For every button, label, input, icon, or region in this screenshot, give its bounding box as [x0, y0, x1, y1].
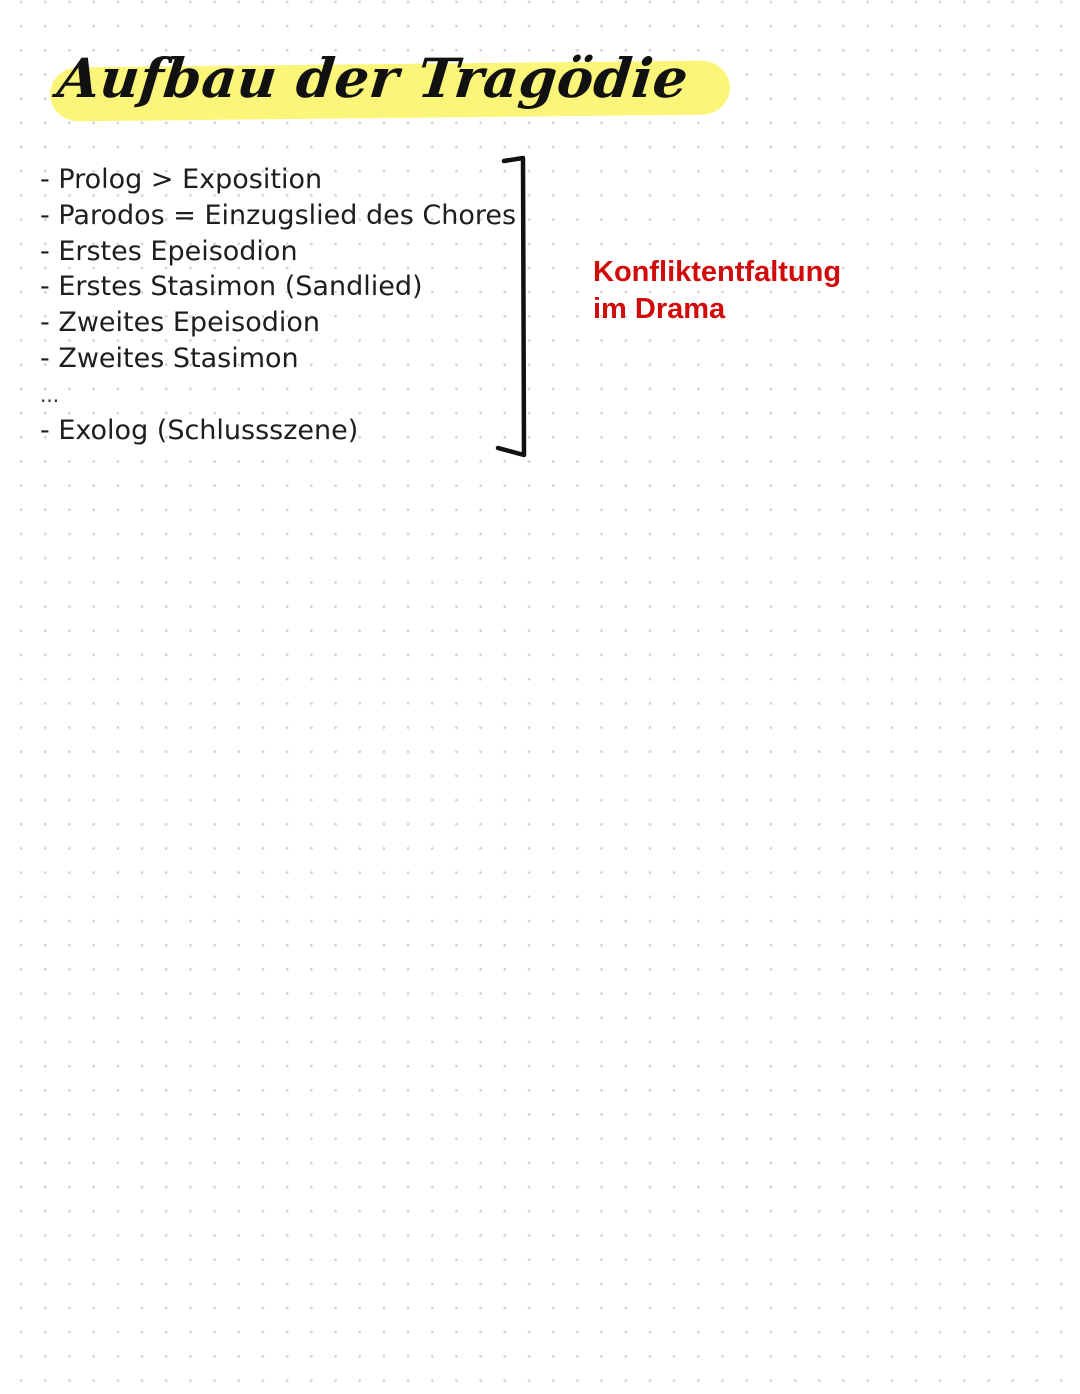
annotation-line-2: im Drama — [593, 293, 726, 325]
annotation-line-1: Konfliktentfaltung — [593, 256, 842, 288]
page-title: Aufbau der Tragödie — [54, 46, 692, 110]
list-item: - Prolog > Exposition — [40, 164, 323, 195]
list-item: - Parodos = Einzugslied des Chores — [40, 199, 517, 231]
title-block — [46, 40, 736, 130]
list-item: - Erstes Epeisodion — [40, 235, 298, 267]
list-item: - Zweites Stasimon — [40, 342, 299, 374]
list-item: - Exolog (Schlussszene) — [40, 414, 359, 446]
list-item: - Zweites Epeisodion — [40, 307, 321, 339]
bracket-icon — [490, 150, 540, 470]
list-item: - Erstes Stasimon (Sandlied) — [40, 271, 423, 303]
list-ellipsis: ... — [40, 382, 60, 407]
structure-list — [40, 162, 516, 449]
annotation-text — [593, 254, 841, 328]
